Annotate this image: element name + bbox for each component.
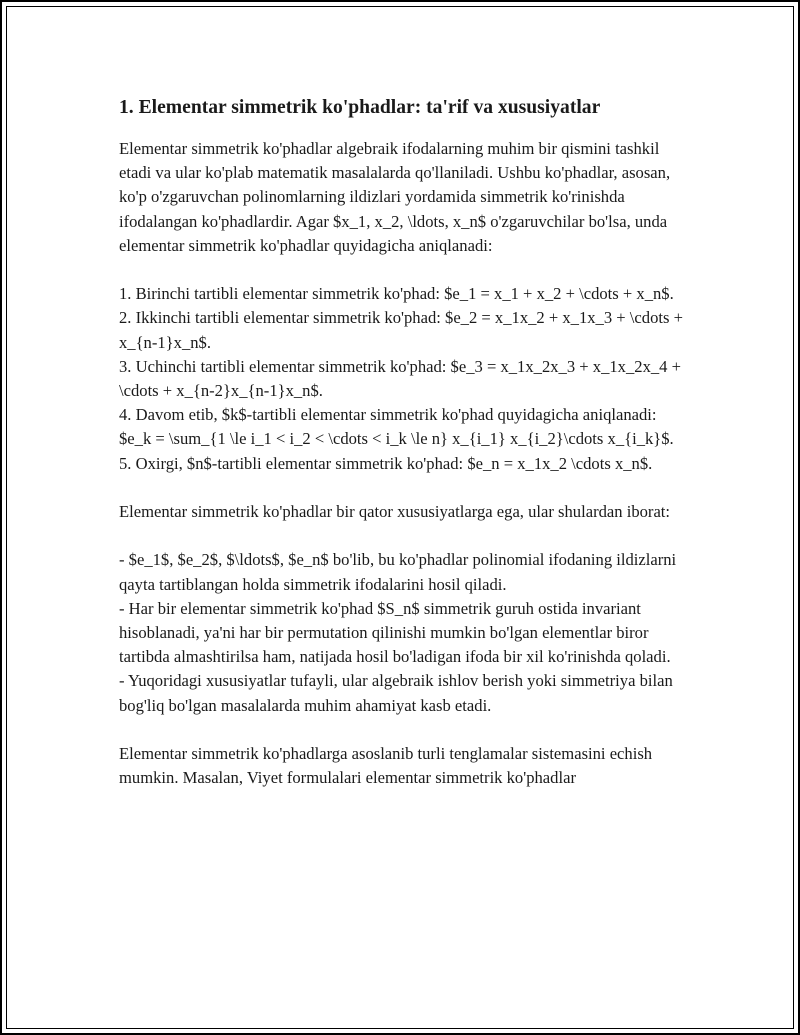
properties-paragraph: Elementar simmetrik ko'phadlar bir qator xususiyatlarga ega, ular shulardan iborat: [119, 502, 671, 522]
list-item: - $e_1$, $e_2$, $\ldots$, $e_n$ bo'lib, bu ko'phadlar polinomial ifodaning ildizlarni qayta tartiblangan holda simmetrik ifodalarini hosil qiladi. [119, 550, 677, 594]
list-item: - Har bir elementar simmetrik ko'phad $S_n$ simmetrik guruh ostida invariant hisoblanadi, ya'ni har bir permutation qilinishi mumkin bo'lgan elementlar biror tartibda almashtirilsa ham, natijada hosil bo'ladigan ifoda bir xil ko'rinishda qoladi. [119, 598, 671, 667]
numbered-list [119, 282, 684, 476]
list-item: - Yuqoridagi xususiyatlar tufayli, ular algebraik ishlov berish yoki simmetriya bilan bog'liq bo'lgan masalalarda muhim ahamiyat kasb etadi. [119, 671, 673, 715]
list-item: 1. Birinchi tartibli elementar simmetrik ko'phad: $e_1 = x_1 + x_2 + \cdots + x_n$. [119, 284, 674, 304]
bullet-list [119, 548, 684, 717]
list-item: 3. Uchinchi tartibli elementar simmetrik ko'phad: $e_3 = x_1x_2x_3 + x_1x_2x_4 + \cdots + x_{n-2}x_{n-1}x_n$. [119, 356, 681, 401]
closing-paragraph: Elementar simmetrik ko'phadlarga asoslanib turli tenglamalar sistemasini echish mumkin. Masalan, Viyet formulalari elementar simmetrik ko'phadlar [119, 744, 653, 788]
document-content [119, 95, 684, 815]
intro-paragraph: Elementar simmetrik ko'phadlar algebraik ifodalarning muhim bir qismini tashkil etadi va ular ko'plab matematik masalalarda qo'llaniladi. Ushbu ko'phadlar, asosan, ko'p o'zgaruvchan polinomlarning ildizlari yordamida simmetrik ko'rinishda ifodalangan ko'phadlardir. Agar $x_1, x_2, \ldots, x_n$ o'zgaruvchilar bo'lsa, unda elementar simmetrik ko'phadlar quyidagicha aniqlanadi: [119, 139, 671, 255]
list-item: 2. Ikkinchi tartibli elementar simmetrik ko'phad: $e_2 = x_1x_2 + x_1x_3 + \cdots + x_{n-1}x_n$. [119, 308, 683, 352]
list-item: 5. Oxirgi, $n$-tartibli elementar simmetrik ko'phad: $e_n = x_1x_2 \cdots x_n$. [119, 453, 653, 473]
list-item: 4. Davom etib, $k$-tartibli elementar simmetrik ko'phad quyidagicha aniqlanadi: $e_k = \sum_{1 \le i_1 < i_2 < \cdots < i_k \le n} x_{i_1} x_{i_2}\cdots x_{i_k}$. [119, 405, 674, 449]
section-heading: 1. Elementar simmetrik ko'phadlar: ta'rif va xususiyatlar [119, 97, 601, 118]
